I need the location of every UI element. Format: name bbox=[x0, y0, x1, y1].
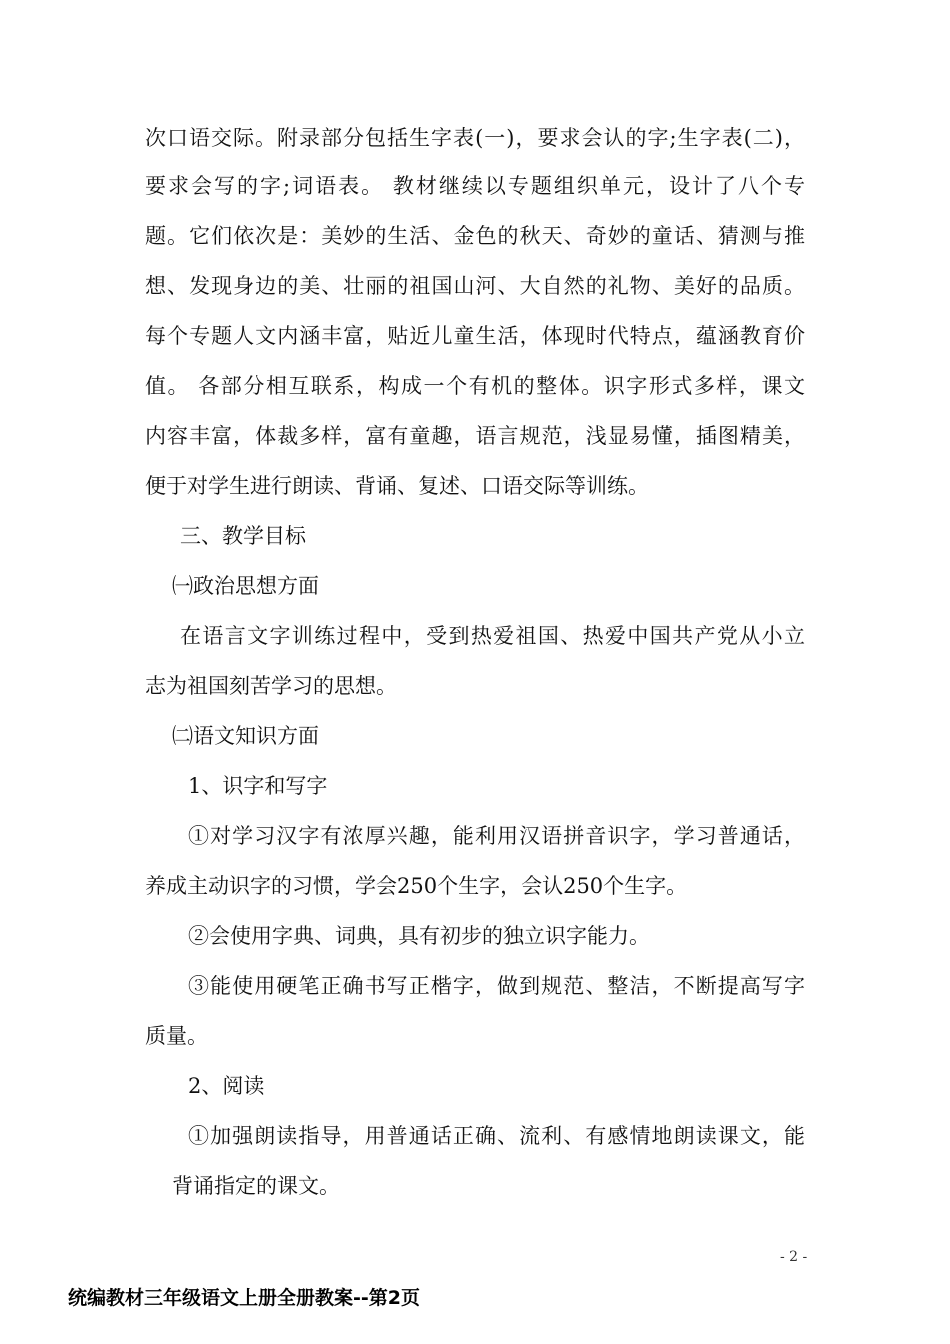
text-line-7: 内容丰富，体裁多样，富有童趣，语言规范，浅显易懂，插图精美， bbox=[145, 424, 805, 448]
text-line-1: 次口语交际。附录部分包括生字表(一)，要求会认的字;生字表(二)， bbox=[145, 126, 805, 150]
subheading-reading: 2、阅读 bbox=[188, 1074, 265, 1098]
footer-caption: 统编教材三年级语文上册全册教案--第2页 bbox=[68, 1287, 420, 1309]
text-line-4: 想、发现身边的美、壮丽的祖国山河、大自然的礼物、美好的品质。 bbox=[145, 274, 805, 298]
text-line-17: ②会使用字典、词典，具有初步的独立识字能力。 bbox=[188, 924, 650, 948]
page-number: - 2 - bbox=[780, 1249, 808, 1265]
text-line-15: ①对学习汉字有浓厚兴趣，能利用汉语拼音识字，学习普通话， bbox=[188, 824, 805, 848]
subheading-literacy-writing: 1、识字和写字 bbox=[188, 774, 328, 798]
text-line-3: 题。它们依次是：美妙的生活、金色的秋天、奇妙的童话、猜测与推 bbox=[145, 224, 805, 248]
text-line-2: 要求会写的字;词语表。 教材继续以专题组织单元，设计了八个专 bbox=[145, 174, 805, 198]
text-line-18: ③能使用硬笔正确书写正楷字，做到规范、整洁，不断提高写字 bbox=[188, 974, 805, 998]
text-line-19: 质量。 bbox=[145, 1024, 208, 1048]
subheading-political-thought: ㈠政治思想方面 bbox=[172, 574, 319, 598]
section-heading-teaching-goals: 三、教学目标 bbox=[180, 524, 306, 548]
text-line-16: 养成主动识字的习惯，学会250个生字，会认250个生字。 bbox=[145, 874, 688, 898]
text-line-6: 值。 各部分相互联系，构成一个有机的整体。识字形式多样，课文 bbox=[145, 374, 805, 398]
text-line-8: 便于对学生进行朗读、背诵、复述、口语交际等训练。 bbox=[145, 474, 649, 498]
subheading-chinese-knowledge: ㈡语文知识方面 bbox=[172, 724, 319, 748]
text-line-22: 背诵指定的课文。 bbox=[172, 1174, 340, 1198]
text-line-5: 每个专题人文内涵丰富，贴近儿童生活，体现时代特点，蕴涵教育价 bbox=[145, 324, 805, 348]
text-line-11: 在语言文字训练过程中，受到热爱祖国、热爱中国共产党从小立 bbox=[180, 624, 805, 648]
text-line-12: 志为祖国刻苦学习的思想。 bbox=[145, 674, 397, 698]
text-line-21: ①加强朗读指导，用普通话正确、流利、有感情地朗读课文，能 bbox=[188, 1124, 805, 1148]
